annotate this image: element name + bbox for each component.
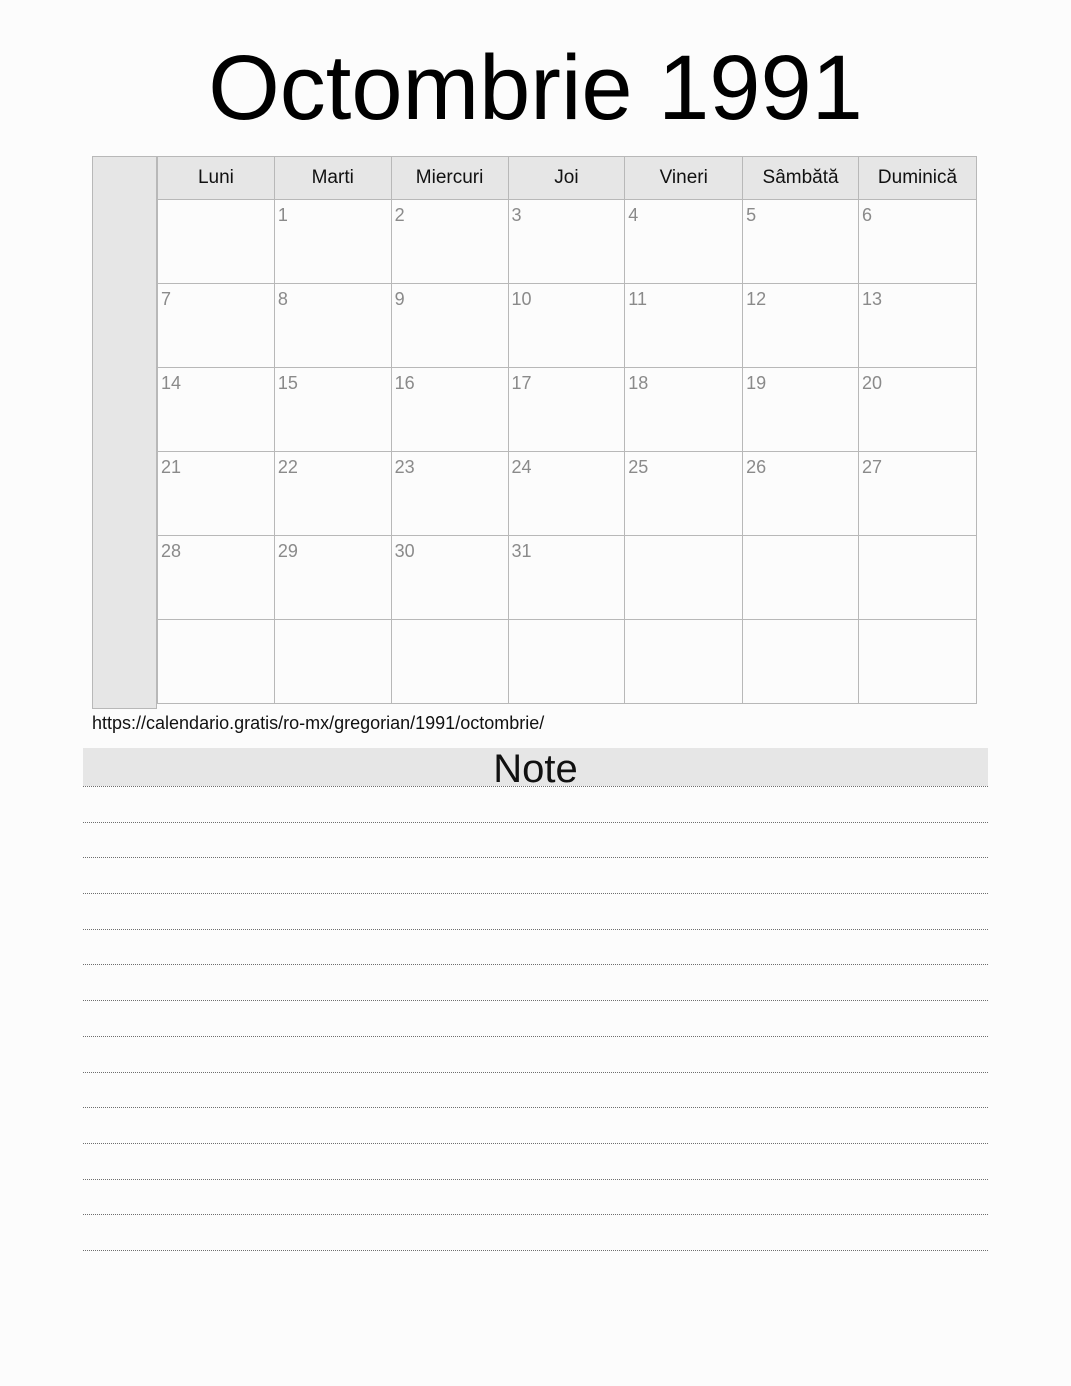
day-cell: 26 — [743, 452, 859, 536]
day-cell: 4 — [625, 200, 743, 284]
day-cell — [508, 620, 625, 704]
note-line — [83, 1179, 988, 1180]
weekday-header-row — [158, 157, 977, 200]
day-cell: 6 — [859, 200, 977, 284]
note-line — [83, 893, 988, 894]
note-line — [83, 1000, 988, 1001]
day-cell: 16 — [391, 368, 508, 452]
day-cell: 14 — [158, 368, 275, 452]
weekday-header: Marti — [274, 157, 391, 200]
week-number-column — [92, 156, 157, 709]
day-cell: 3 — [508, 200, 625, 284]
day-cell: 9 — [391, 284, 508, 368]
day-cell: 25 — [625, 452, 743, 536]
day-cell: 24 — [508, 452, 625, 536]
weekday-header: Vineri — [625, 157, 743, 200]
day-cell: 5 — [743, 200, 859, 284]
week-row — [158, 620, 977, 704]
calendar-grid — [92, 156, 977, 710]
day-cell: 11 — [625, 284, 743, 368]
week-row — [158, 368, 977, 452]
note-line — [83, 1036, 988, 1037]
day-cell: 15 — [274, 368, 391, 452]
day-cell: 28 — [158, 536, 275, 620]
day-cell — [158, 620, 275, 704]
weekday-header: Sâmbătă — [743, 157, 859, 200]
day-cell — [625, 620, 743, 704]
day-cell: 21 — [158, 452, 275, 536]
day-cell: 19 — [743, 368, 859, 452]
day-cell — [859, 620, 977, 704]
day-cell: 2 — [391, 200, 508, 284]
day-cell: 29 — [274, 536, 391, 620]
note-line — [83, 786, 988, 787]
day-cell — [274, 620, 391, 704]
note-line — [83, 1072, 988, 1073]
day-cell: 12 — [743, 284, 859, 368]
source-url: https://calendario.gratis/ro-mx/gregorian/1991/octombrie/ — [92, 713, 545, 733]
week-row — [158, 284, 977, 368]
day-cell — [859, 536, 977, 620]
weekday-header: Miercuri — [391, 157, 508, 200]
page-title: Octombrie 1991 — [208, 37, 863, 139]
day-cell: 8 — [274, 284, 391, 368]
calendar-table — [157, 156, 977, 704]
day-cell — [743, 620, 859, 704]
day-cell: 17 — [508, 368, 625, 452]
note-line — [83, 1250, 988, 1251]
day-cell: 18 — [625, 368, 743, 452]
day-cell: 31 — [508, 536, 625, 620]
day-cell — [158, 200, 275, 284]
note-line — [83, 857, 988, 858]
note-line — [83, 822, 988, 823]
weekday-header: Duminică — [859, 157, 977, 200]
weekday-header: Joi — [508, 157, 625, 200]
week-row — [158, 200, 977, 284]
note-line — [83, 1107, 988, 1108]
day-cell — [391, 620, 508, 704]
day-cell — [625, 536, 743, 620]
day-cell: 1 — [274, 200, 391, 284]
day-cell: 20 — [859, 368, 977, 452]
notes-header: Note — [83, 748, 988, 786]
day-cell: 7 — [158, 284, 275, 368]
day-cell: 10 — [508, 284, 625, 368]
day-cell: 30 — [391, 536, 508, 620]
weekday-header: Luni — [158, 157, 275, 200]
note-line — [83, 964, 988, 965]
day-cell: 23 — [391, 452, 508, 536]
day-cell: 27 — [859, 452, 977, 536]
note-line — [83, 1214, 988, 1215]
week-row — [158, 452, 977, 536]
note-line — [83, 1143, 988, 1144]
day-cell — [743, 536, 859, 620]
day-cell: 22 — [274, 452, 391, 536]
day-cell: 13 — [859, 284, 977, 368]
note-line — [83, 929, 988, 930]
week-row — [158, 536, 977, 620]
